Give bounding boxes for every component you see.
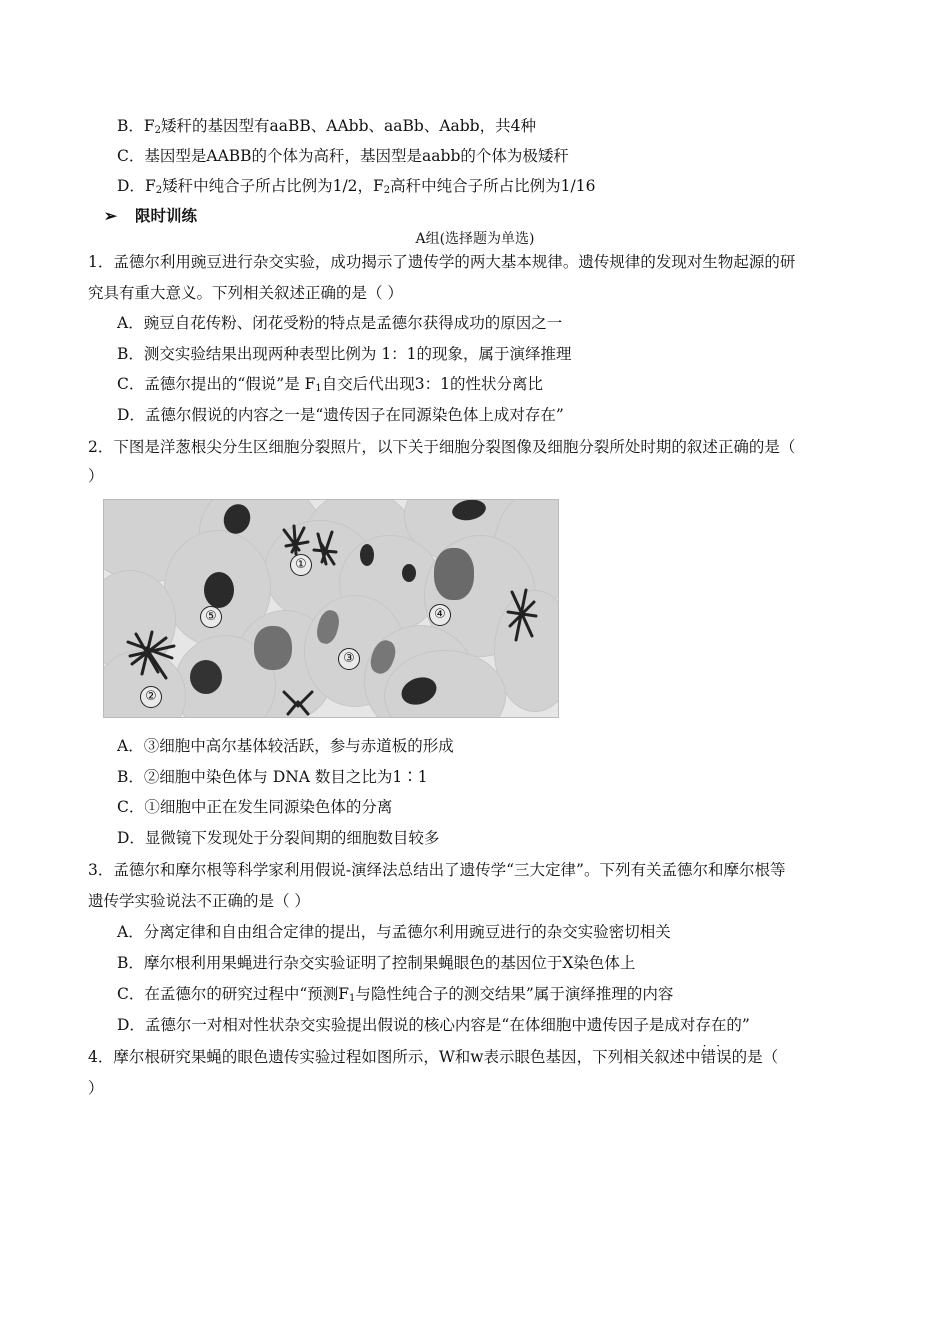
figure-label-2: ② [140, 686, 162, 708]
figure-label-5: ⑤ [200, 606, 222, 628]
q2-option-c: C．①细胞中正在发生同源染色体的分离 [117, 798, 393, 816]
onion-root-tip-micrograph [103, 499, 559, 718]
q2-option-b: B．②细胞中染色体与 DNA 数目之比为1∶1 [117, 768, 428, 786]
figure-label-4: ④ [429, 604, 451, 626]
q2-stem-line2: ） [88, 467, 104, 485]
q1-option-b: B．测交实验结果出现两种表型比例为 1：1的现象，属于演绎推理 [117, 345, 572, 363]
q4-stem-line2: ） [88, 1079, 104, 1097]
q2-option-a: A．③细胞中高尔基体较活跃，参与赤道板的形成 [117, 737, 454, 755]
q3-option-a: A．分离定律和自由组合定律的提出，与孟德尔利用豌豆进行的杂交实验密切相关 [117, 923, 671, 941]
prev-option-b: B．$F_2$矮秆的基因型有aaBB、AAbb、aaBb、Aabb，共4种 [117, 117, 536, 136]
emphasized-word: · · 错误 [701, 1048, 732, 1066]
q3-stem-line1: 3．孟德尔和摩尔根等科学家利用假说-演绎法总结出了遗传学“三大定律”。下列有关孟德尔和摩尔根等 [88, 861, 786, 879]
q2-option-d: D．显微镜下发现处于分裂间期的细胞数目较多 [117, 829, 440, 847]
q3-option-c: C．在孟德尔的研究过程中“预测$F_1$与隐性纯合子的测交结果”属于演绎推理的内容 [117, 985, 674, 1004]
q4-stem-line1: 4．摩尔根研究果蝇的眼色遗传实验过程如图所示，W和w表示眼色基因，下列相关叙述中· · 错误的是（ [88, 1047, 778, 1067]
q1-option-c: C．孟德尔提出的“假说”是 $F_1$自交后代出现3：1的性状分离比 [117, 375, 543, 394]
figure-label-1: ① [290, 554, 312, 576]
q1-stem-line2: 究具有重大意义。下列相关叙述正确的是（ ） [88, 284, 403, 302]
group-title: A组(选择题为单选) [415, 231, 535, 247]
section-heading: ➢ 限时训练 [104, 206, 198, 225]
figure-label-3: ③ [338, 648, 360, 670]
q1-option-a: A．豌豆自花传粉、闭花受粉的特点是孟德尔获得成功的原因之一 [117, 314, 563, 332]
q1-stem-line1: 1．孟德尔利用豌豆进行杂交实验，成功揭示了遗传学的两大基本规律。遗传规律的发现对生物起源的研 [88, 253, 796, 271]
prev-option-d: D．$F_2$矮秆中纯合子所占比例为1/2，$F_2$高秆中纯合子所占比例为1/16 [117, 177, 596, 196]
q2-stem-line1: 2．下图是洋葱根尖分生区细胞分裂照片，以下关于细胞分裂图像及细胞分裂所处时期的叙述正确的是（ [88, 438, 796, 456]
arrow-bullet-icon: ➢ [104, 206, 117, 225]
q3-option-d: D．孟德尔一对相对性状杂交实验提出假说的核心内容是“在体细胞中遗传因子是成对存在的” [117, 1016, 750, 1034]
q3-option-b: B．摩尔根利用果蝇进行杂交实验证明了控制果蝇眼色的基因位于X染色体上 [117, 954, 636, 972]
q1-option-d: D．孟德尔假说的内容之一是“遗传因子在同源染色体上成对存在” [117, 406, 564, 424]
prev-option-c: C．基因型是AABB的个体为高秆，基因型是aabb的个体为极矮秆 [117, 147, 569, 165]
q3-stem-line2: 遗传学实验说法不正确的是（ ） [88, 892, 310, 910]
